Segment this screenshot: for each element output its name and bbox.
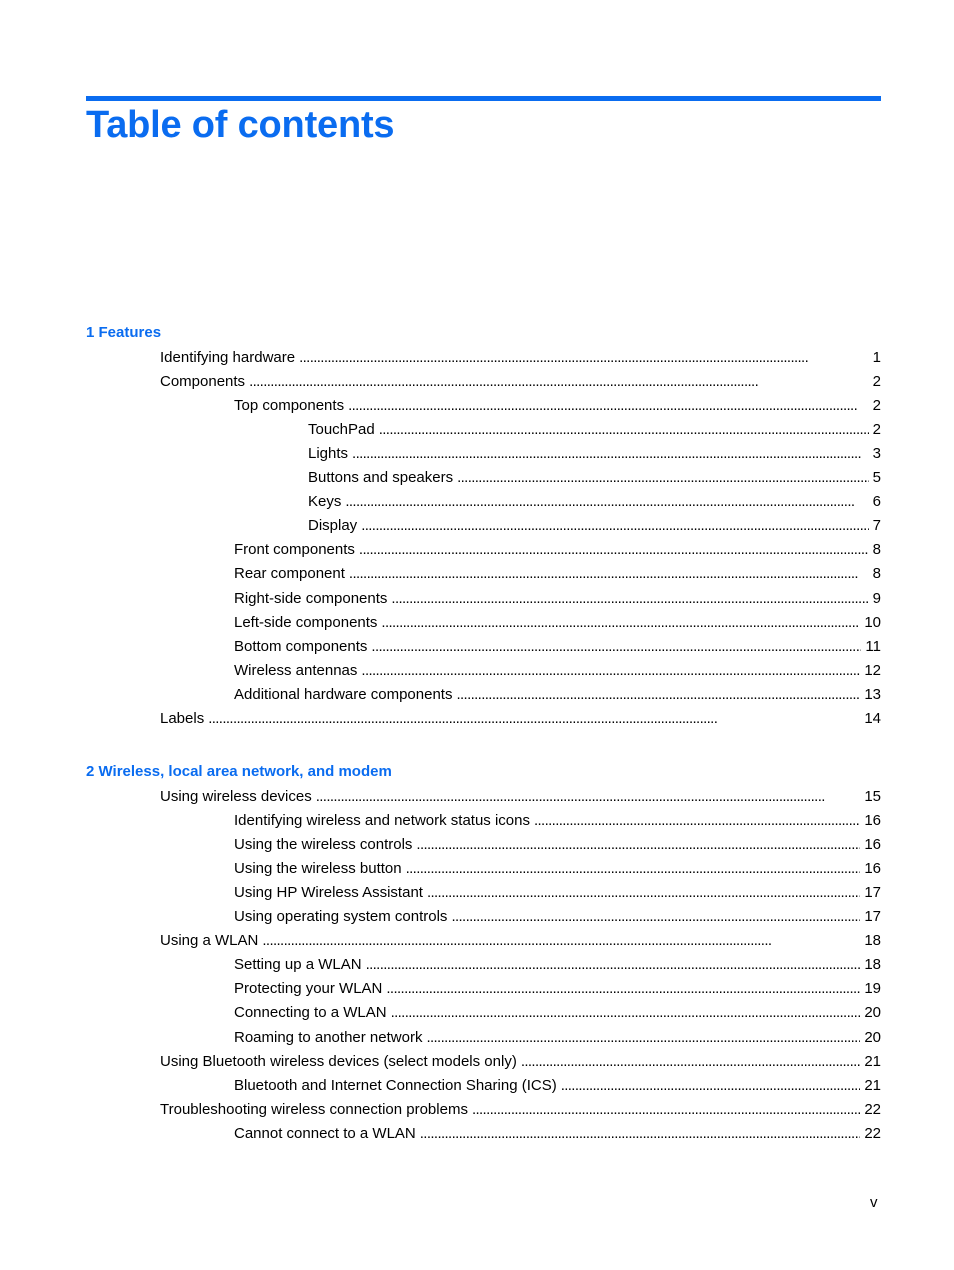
- dot-leader: [316, 787, 861, 807]
- dot-leader: [361, 661, 860, 681]
- dot-leader: [391, 1003, 861, 1023]
- toc-entry-page: 20: [864, 1028, 881, 1046]
- toc-entry-title: Additional hardware components: [234, 685, 453, 703]
- toc-entry[interactable]: [308, 492, 881, 512]
- toc-entry[interactable]: [234, 979, 881, 999]
- toc-entry-title: Identifying wireless and network status icons: [234, 812, 530, 830]
- toc-entry[interactable]: [160, 348, 881, 368]
- toc-entry-title: Bluetooth and Internet Connection Sharing (ICS): [234, 1076, 557, 1094]
- chapter-heading[interactable]: 2 Wireless, local area network, and modem: [86, 763, 392, 780]
- toc-entry-title: Rear component: [234, 565, 345, 583]
- dot-leader: [348, 396, 869, 416]
- toc-entry-title: Left-side components: [234, 613, 378, 631]
- toc-entry[interactable]: [234, 1076, 881, 1096]
- toc-entry-page: 14: [864, 709, 881, 727]
- toc-entry-page: 17: [864, 908, 881, 926]
- toc-entry[interactable]: [234, 661, 881, 681]
- dot-leader: [426, 1028, 860, 1048]
- toc-entry-page: 22: [864, 1124, 881, 1142]
- toc-entry[interactable]: [234, 907, 881, 927]
- dot-leader: [534, 811, 860, 831]
- toc-entry-page: 15: [864, 788, 881, 805]
- dot-leader: [381, 613, 860, 633]
- toc-entry[interactable]: [160, 1052, 881, 1072]
- dot-leader: [345, 492, 868, 512]
- dot-leader: [406, 859, 861, 879]
- toc-entry-title: Lights: [308, 445, 349, 463]
- toc-entry-title: Troubleshooting wireless connection problems: [160, 1100, 468, 1118]
- toc-entry-title: Labels: [160, 709, 205, 727]
- dot-leader: [359, 540, 869, 560]
- toc-entry-title: Bottom components: [234, 637, 368, 655]
- toc-entry[interactable]: [234, 589, 881, 609]
- toc-entry-title: TouchPad: [308, 421, 375, 439]
- toc-entry[interactable]: [234, 613, 881, 633]
- toc-entry-page: 7: [872, 517, 881, 535]
- toc-entry-title: Using the wireless controls: [234, 836, 413, 854]
- toc-entry-page: 19: [864, 980, 881, 998]
- toc-entry-title: Using the wireless button: [234, 860, 402, 878]
- dot-leader: [456, 685, 860, 705]
- toc-entry-page: 6: [872, 493, 881, 511]
- toc-entry-page: 16: [864, 836, 881, 854]
- toc-entry-title: Cannot connect to a WLAN: [234, 1124, 416, 1142]
- toc-entry-title: Identifying hardware: [160, 349, 296, 366]
- toc-entry-page: 13: [864, 685, 881, 703]
- toc-entry[interactable]: [234, 637, 881, 657]
- toc-entry-title: Setting up a WLAN: [234, 956, 362, 974]
- toc-entry-title: Using HP Wireless Assistant: [234, 884, 423, 902]
- toc-entry[interactable]: [234, 1028, 881, 1048]
- toc-entry-title: Roaming to another network: [234, 1028, 423, 1046]
- toc-entry-title: Protecting your WLAN: [234, 980, 383, 998]
- dot-leader: [371, 637, 861, 657]
- toc-entry-page: 21: [864, 1076, 881, 1094]
- dot-leader: [349, 564, 869, 584]
- toc-entry-title: Using a WLAN: [160, 932, 259, 950]
- toc-entry-page: 11: [865, 637, 881, 655]
- toc-entry-title: Front components: [234, 541, 355, 559]
- dot-leader: [249, 372, 869, 392]
- dot-leader: [386, 979, 860, 999]
- toc-entry[interactable]: [160, 1100, 881, 1120]
- toc-entry-title: Using wireless devices: [160, 788, 312, 805]
- toc-entry-page: 10: [864, 613, 881, 631]
- toc-entry-title: Keys: [308, 493, 342, 511]
- toc-entry[interactable]: [234, 955, 881, 975]
- toc-entry-title: Using operating system controls: [234, 908, 448, 926]
- toc-entry-page: 8: [872, 541, 881, 559]
- toc-entry[interactable]: [160, 931, 881, 951]
- toc-entry-page: 8: [872, 565, 881, 583]
- toc-entry-page: 2: [872, 373, 881, 391]
- toc-entry-title: Display: [308, 517, 358, 535]
- toc-entry-page: 16: [864, 860, 881, 878]
- toc-entry-page: 21: [864, 1052, 881, 1070]
- dot-leader: [451, 907, 860, 927]
- toc-entry[interactable]: [234, 1124, 881, 1144]
- toc-entry-title: Right-side components: [234, 589, 388, 607]
- toc-entry-title: Top components: [234, 397, 345, 415]
- toc-entry[interactable]: [308, 516, 881, 536]
- toc-entry[interactable]: [234, 859, 881, 879]
- toc-entry-page: 20: [864, 1004, 881, 1022]
- toc-entry-page: 2: [872, 421, 881, 439]
- toc-entry[interactable]: [234, 835, 881, 855]
- dot-leader: [521, 1052, 860, 1072]
- dot-leader: [366, 955, 861, 975]
- toc-entry-title: Components: [160, 373, 246, 391]
- toc-entry-page: 3: [872, 445, 881, 463]
- toc-entry-page: 22: [864, 1100, 881, 1118]
- toc-entry[interactable]: [308, 420, 881, 440]
- toc-entry-page: 18: [864, 932, 881, 950]
- toc-entry-title: Buttons and speakers: [308, 469, 454, 487]
- toc-entry[interactable]: [234, 1003, 881, 1023]
- dot-leader: [262, 931, 860, 951]
- toc-entry-page: 12: [864, 661, 881, 679]
- dot-leader: [352, 444, 869, 464]
- dot-leader: [427, 883, 860, 903]
- dot-leader: [361, 516, 868, 536]
- dot-leader: [208, 709, 860, 729]
- dot-leader: [391, 589, 868, 609]
- toc-entry-page: 17: [864, 884, 881, 902]
- toc-entry-page: 2: [872, 397, 881, 415]
- toc-entry[interactable]: [234, 540, 881, 560]
- page-number: v: [870, 1194, 878, 1211]
- toc-entry-page: 1: [872, 349, 881, 366]
- toc-entry-title: Connecting to a WLAN: [234, 1004, 387, 1022]
- toc-entry[interactable]: [160, 709, 881, 729]
- chapter-heading[interactable]: 1 Features: [86, 324, 162, 341]
- toc-entry-page: 16: [864, 812, 881, 830]
- toc-entry[interactable]: [234, 811, 881, 831]
- toc-entry[interactable]: [234, 883, 881, 903]
- toc-entry-page: 9: [872, 589, 881, 607]
- toc-entry-page: 18: [864, 956, 881, 974]
- toc-entry[interactable]: [234, 396, 881, 416]
- toc-entry[interactable]: [234, 685, 881, 705]
- toc-entry[interactable]: [234, 564, 881, 584]
- toc-entry-page: 5: [872, 469, 881, 487]
- dot-leader: [416, 835, 860, 855]
- toc-entry[interactable]: [308, 468, 881, 488]
- dot-leader: [561, 1076, 861, 1096]
- toc-entry[interactable]: [308, 444, 881, 464]
- toc-entry[interactable]: [160, 787, 881, 807]
- toc-entry-title: Wireless antennas: [234, 661, 358, 679]
- dot-leader: [379, 420, 869, 440]
- dot-leader: [420, 1124, 861, 1144]
- page-title: Table of contents: [86, 104, 395, 146]
- dot-leader: [457, 468, 869, 488]
- dot-leader: [299, 348, 869, 368]
- dot-leader: [472, 1100, 860, 1120]
- toc-entry[interactable]: [160, 372, 881, 392]
- toc-entry-title: Using Bluetooth wireless devices (select models only): [160, 1052, 517, 1070]
